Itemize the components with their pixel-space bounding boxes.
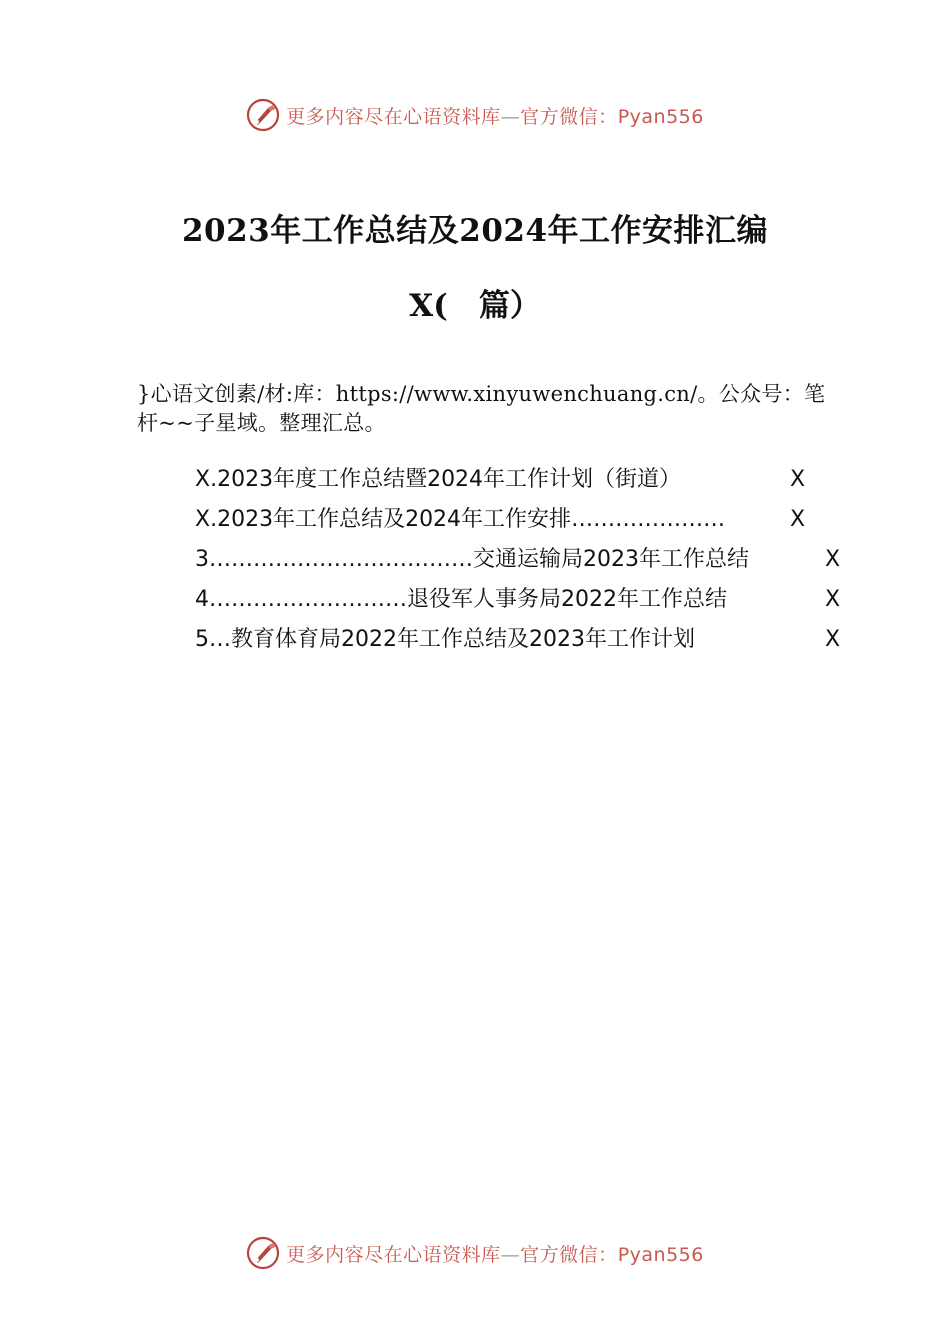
toc-item[interactable]	[195, 620, 845, 660]
toc-item-page: X	[790, 467, 806, 492]
toc-item-title: 交通运输局2023年工作总结	[473, 547, 749, 572]
intro-paragraph: }心语文创素/材:库：https://www.xinyuwenchuang.cn/。公众号：笔杆~~子星域。整理汇总。	[137, 382, 826, 435]
toc-item-number: X.	[195, 467, 218, 492]
table-of-contents	[195, 460, 845, 660]
toc-item-leader: …………………	[571, 507, 726, 532]
quill-pen-seal-icon	[246, 1236, 280, 1270]
document-subtitle: X( 篇）	[409, 288, 541, 324]
quill-pen-seal-icon	[246, 98, 280, 132]
toc-item-page: X	[790, 507, 806, 532]
toc-item[interactable]	[195, 460, 845, 500]
toc-item-number: 5	[195, 627, 209, 652]
toc-item[interactable]	[195, 540, 845, 580]
toc-item-page: X	[825, 627, 841, 652]
toc-item-number: 3	[195, 547, 209, 572]
toc-item-page: X	[825, 587, 841, 612]
footer-watermark	[0, 1233, 950, 1273]
toc-item-page: X	[825, 547, 841, 572]
watermark-text: 更多内容尽在心语资料库—官方微信：Pyan556	[286, 1243, 704, 1266]
header-watermark	[0, 95, 950, 135]
toc-item-title: 2023年度工作总结暨2024年工作计划（街道）	[217, 467, 682, 492]
document-title: 2023年工作总结及2024年工作安排汇编	[181, 213, 769, 249]
toc-item-number: 4	[195, 587, 209, 612]
toc-item-title: 2023年工作总结及2024年工作安排	[217, 507, 572, 532]
toc-item-title: 退役军人事务局2022年工作总结	[407, 587, 727, 612]
toc-item-leader: …	[209, 627, 231, 652]
toc-item[interactable]	[195, 500, 845, 540]
toc-item-number: X.	[195, 507, 218, 532]
toc-item[interactable]	[195, 580, 845, 620]
toc-item-leader: ………………………………	[209, 547, 473, 572]
watermark-text: 更多内容尽在心语资料库—官方微信：Pyan556	[286, 105, 704, 128]
toc-item-leader: ………………………	[209, 587, 407, 612]
toc-item-title: 教育体育局2022年工作总结及2023年工作计划	[231, 627, 695, 652]
